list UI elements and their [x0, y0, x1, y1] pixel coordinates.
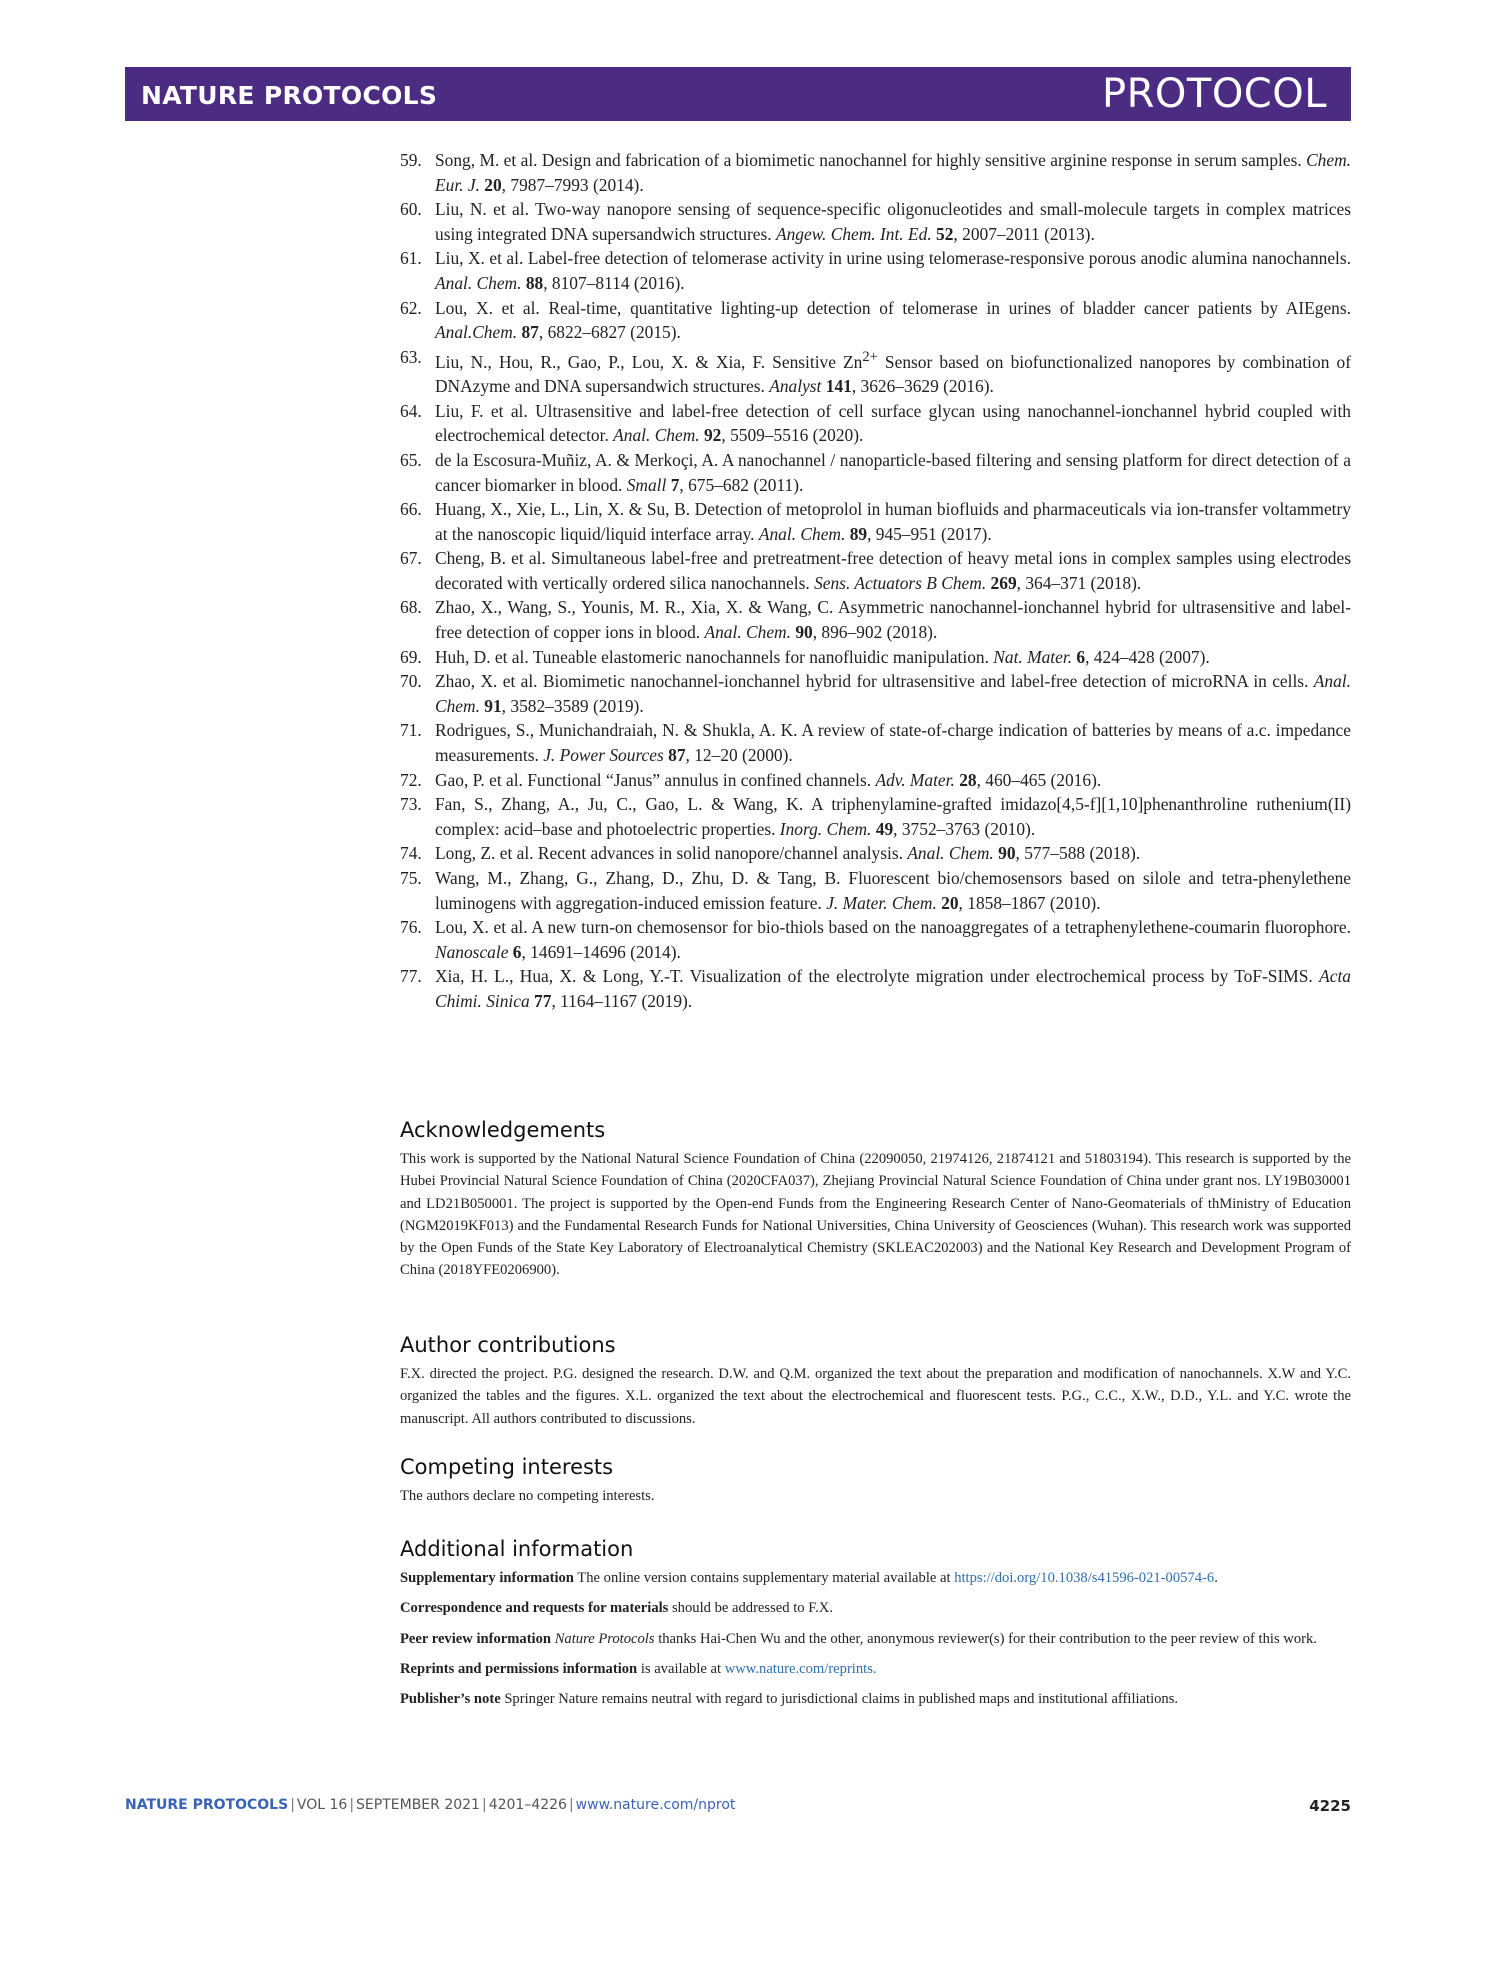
competing-interests-text: The authors declare no competing interests. [400, 1488, 655, 1504]
reference-segment: Liu, N., Hou, R., Gao, P., Lou, X. & Xia, F. Sensitive Zn [435, 351, 863, 372]
reference-text [435, 647, 1210, 667]
supplementary-information [400, 1567, 1351, 1589]
publisher-note-label: Publisher’s note [400, 1691, 501, 1708]
reference-segment: , 424–428 (2007). [1085, 646, 1210, 667]
reference-segment: , 5509–5516 (2020). [721, 425, 864, 446]
reference-volume: 20 [484, 174, 502, 195]
reference-segment: , 896–902 (2018). [812, 622, 938, 643]
reference-segment: , 3582–3589 (2019). [501, 695, 644, 716]
reference-journal: Nat. Mater. [993, 646, 1073, 667]
competing-interests-heading: Competing interests [400, 1455, 614, 1479]
reference-text [435, 868, 1351, 913]
reference-item [400, 497, 1351, 546]
acknowledgements-text: This work is supported by the National Natural Science Foundation of China (22090050, 21974126, 21874121 and 51803194). This research is supported by the Hubei Provincial Natural Science Foundation of China (2020CFA037), Zhejiang Provincial Natural Science Foundation of China under grant nos. LY19B030001 and LD21B050001. The project is supported by the Open-end Funds from the Engineering Research Center of Nano-Geomaterials of thMinistry of Education (NGM2019KF013) and the Fundamental Research Funds for National Universities, China University of Geosciences (Wuhan). This research work was supported by the Open Funds of the State Key Laboratory of Electroanalytical Chemistry (SKLEAC202003) and the National Key Research and Development Program of China (2018YFE0206900). [400, 1151, 1351, 1279]
reference-journal: Sens. Actuators B Chem. [814, 572, 987, 593]
reference-number: 64. [400, 400, 422, 421]
reference-journal: Anal. Chem. [435, 272, 522, 293]
reference-segment: , 14691–14696 (2014). [521, 941, 681, 962]
reference-volume: 6 [1076, 646, 1086, 667]
reference-segment: 2+ [862, 348, 878, 365]
reference-text [435, 843, 1140, 863]
reference-segment: Liu, F. et al. Ultrasensitive and label-free detection of cell surface glycan using nanochannel-ionchannel hybrid coupled with electrochemical detector. [435, 400, 1351, 446]
reference-segment: , 6822–6827 (2015). [538, 322, 681, 343]
reference-volume: 6 [512, 941, 522, 962]
reference-volume: 87 [521, 322, 539, 343]
supplementary-end: . [1214, 1570, 1218, 1586]
correspondence-text: should be addressed to F.X. [668, 1600, 833, 1617]
reference-volume: 28 [959, 769, 977, 790]
reference-volume: 90 [795, 622, 813, 643]
reference-text [435, 966, 1351, 1011]
reference-segment: , 3626–3629 (2016). [851, 376, 994, 397]
reference-segment: Liu, N. et al. Two-way nanopore sensing of sequence-specific oligonucleotides and small-molecule targets in complex matrices using integrated DNA supersandwich structures. [435, 199, 1351, 244]
reference-volume: 88 [525, 272, 544, 293]
additional-information-heading: Additional information [400, 1537, 634, 1561]
footer-separator: | [290, 1797, 295, 1813]
reference-list [400, 148, 1351, 1014]
reference-number: 77. [400, 966, 422, 987]
peer-review-journal: Nature Protocols [554, 1630, 655, 1647]
reference-segment: Long, Z. et al. Recent advances in solid nanopore/channel analysis. [435, 843, 908, 864]
reference-journal: Adv. Mater. [875, 769, 955, 790]
reference-item [400, 345, 1351, 399]
reference-number: 62. [400, 297, 422, 318]
reference-segment: Rodrigues, S., Munichandraiah, N. & Shukla, A. K. A review of state-of-charge indication of batteries by means of a.c. impedance measurements. [435, 720, 1351, 766]
reference-text [435, 401, 1351, 446]
reference-number: 66. [400, 499, 422, 520]
reference-text [435, 499, 1351, 544]
reference-segment: Gao, P. et al. Functional “Janus” annulus in confined channels. [435, 769, 876, 790]
reference-segment: , 945–951 (2017). [867, 523, 992, 544]
reference-number: 65. [400, 449, 422, 470]
peer-review-information [400, 1628, 1351, 1650]
acknowledgements-heading: Acknowledgements [400, 1118, 606, 1142]
article-type: PROTOCOL [1101, 71, 1327, 117]
acknowledgements-section [400, 1118, 1351, 1282]
reference-number: 69. [400, 646, 422, 667]
reference-segment: , 3752–3763 (2010). [893, 818, 1036, 839]
reference-journal: Anal. Chem. [907, 843, 994, 864]
page-footer [125, 1797, 1351, 1813]
correspondence-label: Correspondence and requests for materials [400, 1600, 669, 1617]
reference-volume: 77 [534, 990, 552, 1011]
reference-item [400, 448, 1351, 497]
journal-header-bar [125, 67, 1351, 121]
reference-item [400, 197, 1351, 246]
author-contributions-section [400, 1333, 1351, 1430]
reference-number: 68. [400, 597, 422, 618]
reference-journal: Angew. Chem. Int. Ed. [775, 223, 932, 244]
reference-text [435, 720, 1351, 765]
reference-item [400, 246, 1351, 295]
reprints-label: Reprints and permissions information [400, 1660, 638, 1677]
reference-segment: Zhao, X., Wang, S., Younis, M. R., Xia, X. & Wang, C. Asymmetric nanochannel-ionchannel hybrid for ultrasensitive and label-free detection of copper ions in blood. [435, 597, 1351, 643]
reference-segment: , 460–465 (2016). [976, 769, 1102, 790]
reference-volume: 52 [936, 223, 954, 244]
reference-journal: Small [626, 474, 667, 495]
reference-segment: Huang, X., Xie, L., Lin, X. & Su, B. Detection of metoprolol in human biofluids and pharmaceuticals via ion-transfer voltammetry at the nanoscopic liquid/liquid interface array. [435, 499, 1351, 544]
reference-volume: 20 [941, 892, 959, 913]
reference-journal: Anal. Chem. [435, 671, 1351, 716]
reference-text [435, 248, 1351, 293]
reference-segment: , 364–371 (2018). [1016, 572, 1142, 593]
reference-journal: J. Mater. Chem. [826, 892, 937, 913]
reference-segment: , 12–20 (2000). [685, 745, 793, 766]
reference-number: 61. [400, 248, 422, 269]
footer-date: SEPTEMBER 2021 [356, 1797, 480, 1813]
reference-text [435, 917, 1351, 962]
reprints-information [400, 1658, 1351, 1680]
reference-item [400, 768, 1351, 793]
reference-segment: , 1858–1867 (2010). [958, 892, 1101, 913]
reference-item [400, 718, 1351, 767]
reference-segment: Liu, X. et al. Label-free detection of telomerase activity in urine using telomerase-responsive porous anodic alumina nanochannels. [435, 248, 1351, 269]
reference-item [400, 915, 1351, 964]
peer-review-text: thanks Hai-Chen Wu and the other, anonymous reviewer(s) for their contribution to the peer review of this work. [654, 1630, 1317, 1647]
reference-text [435, 298, 1351, 343]
reference-journal: Nanoscale [435, 941, 509, 962]
additional-information-section [400, 1537, 1351, 1718]
footer-volume: VOL 16 [296, 1797, 348, 1813]
reference-item [400, 669, 1351, 718]
reference-number: 74. [400, 843, 422, 864]
supplementary-doi-link[interactable]: https://doi.org/10.1038/s41596-021-00574-6 [954, 1570, 1215, 1586]
reference-journal: Acta Chimi. Sinica [435, 966, 1351, 1011]
reference-item [400, 148, 1351, 197]
reference-item [400, 841, 1351, 866]
reference-item [400, 399, 1351, 448]
reference-segment: Sensor based on biofunctionalized nanopores by combination of DNAzyme and DNA supersandwich structures. [435, 351, 1351, 397]
reference-item [400, 645, 1351, 670]
reference-segment: , 1164–1167 (2019). [551, 990, 693, 1011]
reference-text [435, 450, 1351, 495]
reference-segment: , 7987–7993 (2014). [501, 174, 644, 195]
supplementary-text: The online version contains supplementary material available at [573, 1570, 955, 1586]
reference-segment: Wang, M., Zhang, G., Zhang, D., Zhu, D. & Tang, B. Fluorescent bio/chemosensors based on silole and tetra-phenylethene luminogens with aggregation-induced emission feature. [435, 868, 1351, 913]
reference-segment: Lou, X. et al. A new turn-on chemosensor for bio-thiols based on the nanoaggregates of a tetraphenylethene-coumarin fluorophore. [435, 917, 1351, 938]
reference-number: 70. [400, 671, 422, 692]
page-number: 4225 [1309, 1797, 1351, 1815]
reference-segment: , 8107–8114 (2016). [543, 272, 685, 293]
reference-segment: Xia, H. L., Hua, X. & Long, Y.-T. Visualization of the electrolyte migration under electrochemical process by ToF-SIMS. [435, 966, 1320, 987]
reference-number: 63. [400, 346, 422, 367]
reference-segment: , 577–588 (2018). [1015, 843, 1141, 864]
reference-item [400, 866, 1351, 915]
reference-segment: , 2007–2011 (2013). [953, 223, 1095, 244]
publisher-note-text: Springer Nature remains neutral with regard to jurisdictional claims in published maps and institutional affiliations. [500, 1691, 1179, 1708]
reference-volume: 87 [668, 745, 686, 766]
reference-volume: 7 [670, 474, 680, 495]
reference-volume: 49 [875, 818, 894, 839]
footer-journal-link[interactable]: www.nature.com/nprot [575, 1797, 736, 1813]
reference-volume: 141 [825, 376, 852, 397]
reference-text [435, 348, 1351, 397]
peer-review-label: Peer review information [400, 1630, 552, 1647]
author-contributions-text: F.X. directed the project. P.G. designed the research. D.W. and Q.M. organized the text about the preparation and modification of nanochannels. X.W and Y.C. organized the tables and the figures. X.L. organized the text about the electrochemical and fluorescent tests. P.G., C.C., X.W., D.D., Y.L. and Y.C. wrote the manuscript. All authors contributed to discussions. [400, 1366, 1351, 1427]
footer-separator: | [568, 1797, 574, 1813]
reference-item [400, 792, 1351, 841]
reference-volume: 89 [849, 523, 868, 544]
reference-volume: 92 [703, 425, 722, 446]
supplementary-label: Supplementary information [400, 1570, 574, 1586]
reference-text [435, 199, 1351, 244]
reference-number: 59. [400, 150, 422, 170]
reference-text [435, 671, 1351, 716]
reference-text [435, 794, 1351, 839]
reprints-text: is available at [637, 1660, 725, 1677]
reference-journal: J. Power Sources [543, 745, 664, 766]
competing-interests-section [400, 1455, 1351, 1507]
reference-number: 72. [400, 769, 422, 790]
reference-segment: , 675–682 (2011). [679, 474, 804, 495]
reference-journal: Anal.Chem. [435, 322, 518, 343]
reference-number: 75. [400, 868, 422, 889]
correspondence-information [400, 1597, 1351, 1619]
reference-segment: de la Escosura-Muñiz, A. & Merkoçi, A. A nanochannel / nanoparticle-based filtering and sensing platform for direct detection of a cancer biomarker in blood. [435, 449, 1351, 495]
reference-segment: Huh, D. et al. Tuneable elastomeric nanochannels for nanofluidic manipulation. [435, 646, 994, 667]
reference-number: 73. [400, 794, 422, 815]
reference-text [435, 150, 1351, 195]
reference-text [435, 770, 1101, 790]
reference-number: 67. [400, 548, 422, 569]
author-contributions-heading: Author contributions [400, 1333, 616, 1357]
reprints-link[interactable]: www.nature.com/reprints. [724, 1660, 877, 1677]
reference-item [400, 546, 1351, 595]
journal-name: NATURE PROTOCOLS [141, 81, 438, 110]
reference-item [400, 296, 1351, 345]
reference-volume: 269 [990, 572, 1017, 593]
footer-pages: 4201–4226 [488, 1797, 567, 1813]
reference-segment: Song, M. et al. Design and fabrication of a biomimetic nanochannel for highly sensitive arginine response in serum samples. [435, 150, 1307, 170]
reference-number: 60. [400, 199, 422, 220]
reference-text [435, 548, 1351, 593]
reference-segment: Fan, S., Zhang, A., Ju, C., Gao, L. & Wang, K. A triphenylamine-grafted imidazo[4,5-f][1,10]phenanthroline ruthenium(II) complex: acid–base and photoelectric properties. [435, 794, 1351, 839]
reference-number: 71. [400, 720, 422, 741]
reference-journal: Analyst [769, 376, 822, 397]
footer-separator: | [349, 1797, 355, 1813]
reference-text [435, 597, 1351, 642]
reference-volume: 91 [484, 695, 502, 716]
footer-separator: | [481, 1797, 487, 1813]
reference-segment: Lou, X. et al. Real-time, quantitative lighting-up detection of telomerase in urines of bladder cancer patients by AIEgens. [435, 297, 1351, 318]
reference-number: 76. [400, 917, 422, 938]
reference-segment: Zhao, X. et al. Biomimetic nanochannel-ionchannel hybrid for ultrasensitive and label-free detection of microRNA in cells. [435, 671, 1314, 692]
reference-volume: 90 [998, 843, 1016, 864]
reference-segment: Cheng, B. et al. Simultaneous label-free and pretreatment-free detection of heavy metal ions in complex samples using electrodes decorated with vertically ordered silica nanochannels. [435, 548, 1351, 593]
reference-journal: Chem. Eur. J. [435, 150, 1351, 195]
reference-journal: Anal. Chem. [613, 425, 700, 446]
reference-journal: Inorg. Chem. [779, 818, 872, 839]
footer-journal: NATURE PROTOCOLS [125, 1797, 289, 1813]
reference-item [400, 964, 1351, 1013]
reference-journal: Anal. Chem. [704, 622, 791, 643]
reference-journal: Anal. Chem. [758, 523, 846, 544]
publisher-note [400, 1688, 1351, 1710]
reference-item [400, 595, 1351, 644]
